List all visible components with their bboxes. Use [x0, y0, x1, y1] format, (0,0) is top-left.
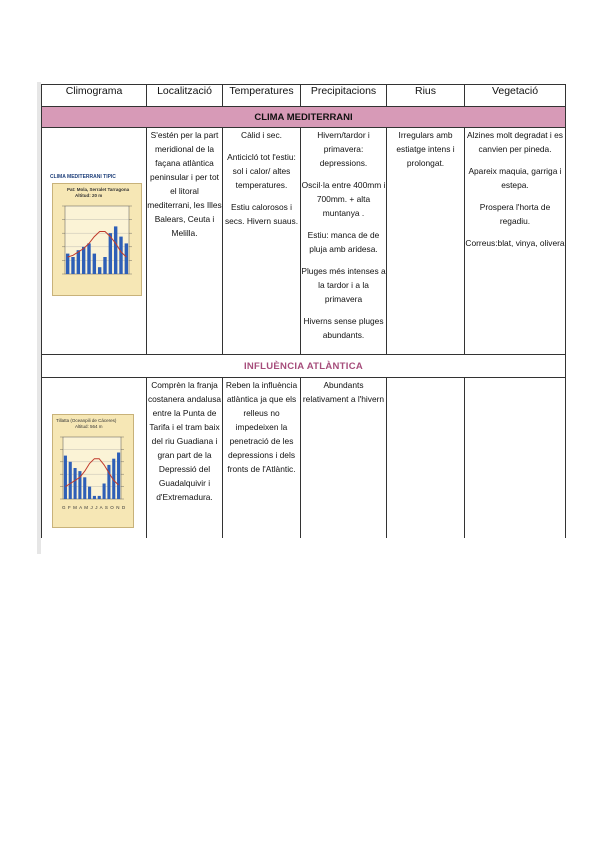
precipitacions-atlantica — [301, 378, 387, 539]
climogram-cell-mediterrani — [42, 128, 147, 355]
precip-bar — [117, 453, 120, 500]
header-row — [42, 85, 566, 107]
localitzacio-mediterrani — [147, 128, 223, 355]
temperatures-text-atl: Reben la influència atlàntica ja que els relleus no impedeixen la penetració de les depressions i dels fronts de l'Atlàntic. — [225, 380, 298, 474]
climogram-station: Pat: Mola, Serralet Tarragona — [67, 187, 130, 192]
precip-bar — [119, 237, 122, 274]
climogram-altitude: Altitud: 20 m — [75, 193, 103, 198]
section-band-mediterrani — [42, 107, 566, 128]
vegetacio-text-3: Prospera l'horta de regadiu. — [479, 202, 551, 226]
precipitacions-mediterrani — [301, 128, 387, 355]
vegetacio-text-2: Apareix maquia, garriga i estepa. — [468, 166, 562, 190]
temperatures-text-3: Estiu calorosos i secs. Hivern suaus. — [224, 202, 299, 226]
precip-bar — [82, 247, 85, 274]
section-title-atlantica: INFLUÈNCIA ATLÀNTICA — [42, 355, 566, 378]
climogram-station-atl: Tillatta (Oceanpili de Cáceres) — [56, 418, 117, 423]
localitzacio-atlantica — [147, 378, 223, 539]
temperatures-mediterrani — [223, 128, 301, 355]
precip-bar — [69, 462, 72, 499]
climate-table — [41, 84, 566, 538]
precip-bar — [74, 468, 77, 499]
localitzacio-text-atl: Comprèn la franja costanera andalusa entre la Punta de Tarifa i el tram baix del riu Guadiana i gran part de la Depressió del Guadalquivir i d'Extremadura. — [147, 380, 222, 502]
row-mediterrani — [42, 128, 566, 355]
climogram-plot-mediterrani — [53, 184, 141, 295]
climogram-cell-atlantica — [42, 378, 147, 539]
vegetacio-text-4: Correus:blat, vinya, olivera — [465, 238, 565, 248]
temperatures-text-2: Anticicló tot l'estiu: sol i calor/ altes temperatures. — [227, 152, 296, 190]
precipitacions-text-3: Estiu: manca de de pluja amb aridesa. — [307, 230, 380, 254]
header-precipitacions: Precipitacions — [301, 85, 387, 107]
header-localitzacio: Localització — [147, 85, 223, 107]
climogram-altitude-atl: Altitud: 564 m — [75, 424, 103, 429]
precip-bar — [64, 456, 67, 499]
row-atlantica — [42, 378, 566, 539]
vegetacio-text-1: Alzines molt degradat i es canvien per pineda. — [467, 130, 563, 154]
rius-mediterrani — [387, 128, 465, 355]
precipitacions-text-5: Hiverns sense pluges abundants. — [303, 316, 384, 340]
rius-text: Irregulars amb estiatge intens i prolongat. — [396, 130, 455, 168]
precip-bar — [83, 477, 86, 499]
precip-bar — [93, 496, 96, 499]
precip-bar — [125, 243, 128, 274]
temperatures-atlantica — [223, 378, 301, 539]
vegetacio-mediterrani — [465, 128, 566, 355]
precip-bar — [98, 496, 101, 499]
vegetacio-atlantica — [465, 378, 566, 539]
precip-bar — [71, 257, 74, 274]
section-band-atlantica — [42, 355, 566, 378]
precip-bar — [87, 243, 90, 274]
precip-bar — [98, 267, 101, 274]
climogram-mediterrani — [52, 183, 142, 296]
header-temperatures: Temperatures — [223, 85, 301, 107]
precipitacions-text-1: Hivern/tardor i primavera: depressions. — [317, 130, 370, 168]
precip-bar — [114, 226, 117, 274]
header-rius: Rius — [387, 85, 465, 107]
precipitacions-text-2: Oscil·la entre 400mm i 700mm. + alta muntanya . — [301, 180, 386, 218]
section-title-mediterrani: CLIMA MEDITERRANI — [42, 107, 566, 128]
temperatures-text-1: Càlid i sec. — [241, 130, 282, 140]
precipitacions-text-4: Pluges més intenses a la tardor i a la primavera — [301, 266, 386, 304]
localitzacio-text: S'estén per la part meridional de la façana atlàntica peninsular i per tot el litoral mediterrani, les Illes Balears, Ceuta i Melilla. — [147, 130, 222, 238]
climogram-plot-atlantica — [53, 415, 133, 527]
precip-bar — [77, 250, 80, 274]
precip-bar — [109, 233, 112, 274]
precip-bar — [103, 484, 106, 500]
precipitacions-text-atl: Abundants relativament a l'hivern — [302, 380, 385, 404]
climogram-months-atl: G F M A M J J A S O N D — [62, 505, 126, 510]
precip-bar — [88, 487, 91, 499]
climogram-atlantica — [52, 414, 134, 528]
header-climograma: Climograma — [42, 85, 147, 107]
header-vegetacio: Vegetació — [465, 85, 566, 107]
climogram-label: CLIMA MEDITERRANI TIPIC — [50, 174, 116, 180]
rius-atlantica — [387, 378, 465, 539]
precip-bar — [93, 254, 96, 274]
precip-bar — [103, 257, 106, 274]
